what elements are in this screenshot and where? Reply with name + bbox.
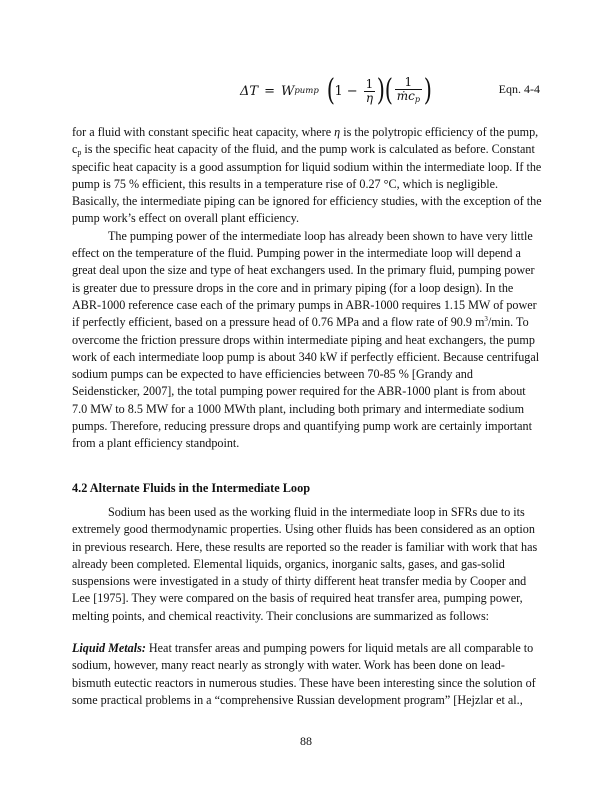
equation-number-label: Eqn. 4-4 (498, 82, 540, 96)
text-span: /min. To overcome the friction pressure drops within intermediate piping and heat exchangers, the pump work of each intermediate loop pump is about 340 kW if perfectly efficient. Because centrifugal sodium pumps can be expected to have efficiencies between 70-85 % [Grandy and Seidensticker, 2007], the total pumping power required for the ABR-1000 plant is from about 7.0 MW to 8.5 MW for a 1000 MWth plant, including both primary and intermediate sodium pumps. Therefore, reducing pressure drops and quantifying pump work are certainly important from a plant efficiency standpoint. (72, 315, 540, 451)
equation-minus: − (346, 83, 358, 99)
paragraph-liquid-metals (72, 640, 542, 709)
equation-formula (240, 73, 432, 108)
text-span: is the polytropic efficiency of the pump, (340, 125, 539, 139)
fraction-numerator: 1 (404, 75, 413, 89)
fraction-denominator: η (365, 90, 374, 105)
lead-term-liquid-metals: Liquid Metals: (72, 641, 146, 655)
body-text-section-4-1 (72, 124, 542, 453)
text-span: Heat transfer areas and pumping powers for liquid metals are all comparable to sodium, however, many react nearly as strongly with water. Work has been done on lead-bismuth eutectic reactors in numerous studies. These have been interesting since the solution of some practical problems in a “comprehensive Russian development program” [Hejzlar et al., (72, 641, 536, 707)
section-heading-4-2: 4.2 Alternate Fluids in the Intermediate Loop (72, 481, 311, 495)
paragraph-specific-heat (72, 124, 542, 228)
right-paren-1: ) (377, 73, 386, 108)
text-span: for a fluid with constant specific heat capacity, where (72, 125, 335, 139)
cp-symbol: c (72, 142, 78, 157)
superscript-3: 3 (484, 315, 488, 324)
cp-subscript: p (77, 148, 82, 158)
mdot-c-symbol: ṁc (396, 89, 415, 103)
text-span: is the specific heat capacity of the fluid, and the pump work is calculated as before. Constant specific heat capacity is a good assumption for liquid sodium within the intermediate loop. If the pump is 75 % efficient, this results in a temperature rise of 0.27 °C, which is negligible. Basically, the intermediate piping can be ignored for efficiency studies, with the exception of the pump work’s effect on overall plant efficiency. (72, 142, 542, 226)
body-text-liquid-metals (72, 640, 542, 709)
left-paren-2: ( (384, 73, 393, 108)
text-span: The pumping power of the intermediate loop has already been shown to have very little effect on the temperature of the fluid. Pumping power in the intermediate loop will depend a great deal upon the size and type of heat exchangers used. In the primary fluid, pumping power is greater due to pressure drops in the core and in primary piping (for a loop design). In the ABR-1000 reference case each of the primary pumps in ABR-1000 requires 1.15 MW of power if perfectly efficient, based on a pressure head of 0.76 MPa and a flow rate of 90.9 m (72, 228, 537, 330)
paragraph-alternate-fluids: Sodium has been used as the working fluid in the intermediate loop in SFRs due to its extremely good thermodynamic properties. Using other fluids has been considered as an option in previous research. Here, these results are reported so the reader is familiar with work that has already been completed. Elemental liquids, organics, inorganic salts, gases, and gas-solid suspensions were investigated in a study of thirty different heat transfer media by Cooper and Lee [1975]. They were compared on the basis of required heat transfer area, pumping power, melting points, and chemical reactivity. Their conclusions are summarized as follows: (72, 505, 538, 623)
body-text-section-4-2 (72, 504, 542, 625)
fraction-numerator: 1 (365, 76, 374, 91)
cp-subscript: p (414, 95, 420, 104)
page-number: 88 (300, 734, 312, 748)
fraction-denominator (395, 90, 422, 106)
fraction-one-over-eta (364, 78, 376, 105)
eta-symbol: η (334, 125, 341, 139)
equation-equals: = (264, 83, 275, 99)
equation-one: 1 (334, 83, 343, 99)
right-paren-2: ) (423, 73, 432, 108)
equation-w-symbol: W (280, 83, 295, 99)
equation-block (72, 66, 540, 118)
paragraph-pumping-power (72, 228, 542, 453)
equation-lhs: ΔT (240, 83, 259, 99)
left-paren-1: ( (326, 73, 335, 108)
fraction-one-over-mdot-cp (395, 76, 422, 106)
equation-w-subscript: pump (294, 86, 319, 96)
